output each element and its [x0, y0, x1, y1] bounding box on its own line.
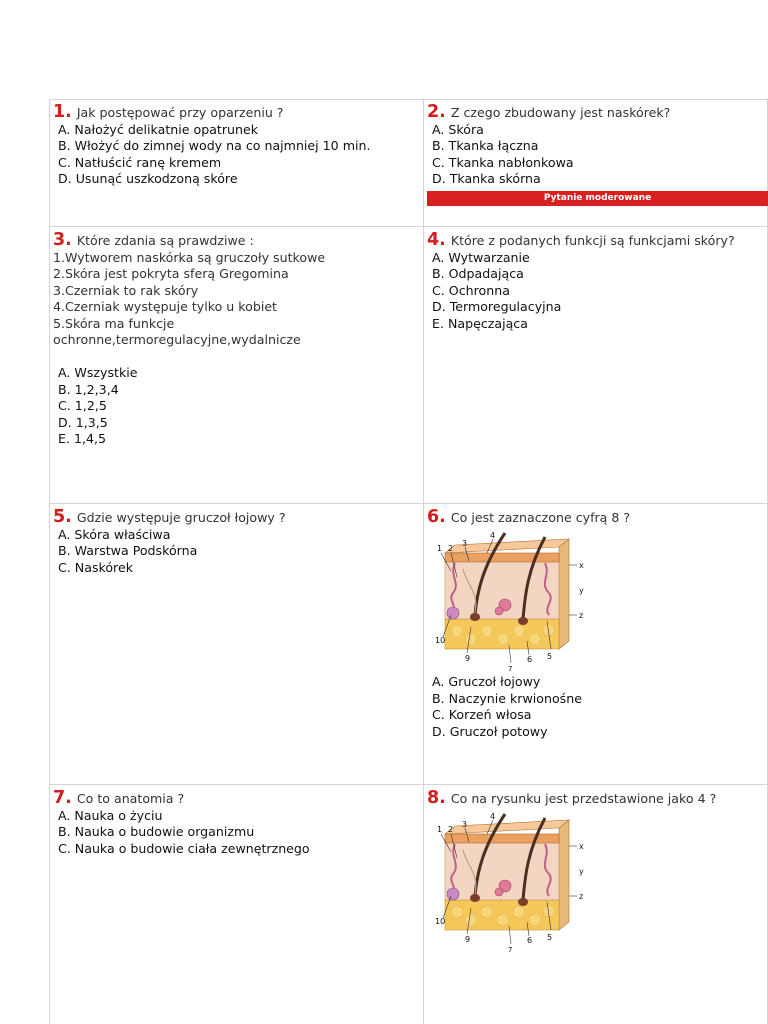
answer-option[interactable]: A. Skóra: [432, 121, 484, 137]
question-card-6: [423, 504, 767, 784]
answer-option[interactable]: C. 1,2,5: [58, 398, 107, 413]
question-number: 5.: [53, 507, 72, 527]
answer-option[interactable]: D. 1,3,5: [58, 414, 108, 430]
answer-option[interactable]: C. Ochronna: [432, 282, 510, 298]
svg-text:9: 9: [465, 934, 471, 944]
answer-option[interactable]: E. 1,4,5: [58, 431, 107, 446]
moderated-badge: Pytanie moderowane: [427, 191, 768, 206]
svg-text:4: 4: [490, 811, 496, 821]
answer-option[interactable]: B. Tkanka łączna: [432, 138, 539, 153]
skin-diagram: [427, 531, 763, 672]
answer-option[interactable]: D. Termoregulacyjna: [432, 299, 562, 314]
answer-option[interactable]: A. Gruczoł łojowy: [432, 674, 541, 689]
svg-text:x: x: [579, 841, 584, 851]
statement: 3.Czerniak to rak skóry: [53, 282, 199, 298]
svg-text:z: z: [579, 891, 584, 901]
svg-text:6: 6: [527, 654, 533, 664]
question-card-4: [423, 227, 767, 503]
question-card-3: [49, 227, 423, 503]
question-text: Które z podanych funkcji są funkcjami skóry?: [450, 233, 735, 248]
question-number: 8.: [427, 788, 446, 808]
question-number: 7.: [53, 788, 72, 808]
svg-text:4: 4: [490, 530, 496, 540]
question-number: 2.: [427, 102, 446, 122]
answer-option[interactable]: C. Nauka o budowie ciała zewnętrznego: [58, 840, 310, 856]
svg-text:x: x: [579, 560, 584, 570]
question-card-1: [49, 99, 423, 226]
svg-text:2: 2: [448, 543, 454, 553]
answer-option[interactable]: B. Naczynie krwionośne: [432, 690, 582, 706]
svg-text:10: 10: [435, 916, 446, 926]
svg-text:10: 10: [435, 635, 446, 645]
statement: 4.Czerniak występuje tylko u kobiet: [53, 299, 277, 314]
question-text: Co na rysunku jest przedstawione jako 4 ?: [450, 791, 717, 806]
question-number: 3.: [53, 230, 72, 250]
svg-text:3: 3: [462, 819, 468, 829]
question-number: 4.: [427, 230, 446, 250]
question-card-7: [49, 785, 423, 1024]
svg-text:7: 7: [508, 664, 513, 673]
answer-option[interactable]: B. 1,2,3,4: [58, 381, 119, 397]
statement: 5.Skóra ma funkcje: [53, 315, 175, 331]
question-text: Które zdania są prawdziwe :: [76, 233, 254, 248]
svg-text:2: 2: [448, 824, 454, 834]
answer-option[interactable]: A. Skóra właściwa: [58, 526, 171, 542]
question-card-5: [49, 504, 423, 784]
svg-text:7: 7: [508, 945, 513, 954]
svg-text:9: 9: [465, 653, 471, 663]
question-text: Co jest zaznaczone cyfrą 8 ?: [450, 510, 631, 525]
svg-text:y: y: [579, 585, 584, 595]
answer-option[interactable]: A. Nałożyć delikatnie opatrunek: [58, 121, 259, 137]
answer-option[interactable]: D. Gruczoł potowy: [432, 723, 548, 739]
statement: 1.Wytworem naskórka są gruczoły sutkowe: [53, 249, 326, 265]
svg-text:1: 1: [437, 824, 443, 834]
answer-option[interactable]: B. Włożyć do zimnej wody na co najmniej 10 min.: [58, 138, 371, 153]
question-card-8: [423, 785, 767, 1024]
svg-text:1: 1: [437, 543, 443, 553]
answer-option[interactable]: A. Wszystkie: [58, 365, 138, 380]
answer-option[interactable]: C. Tkanka nabłonkowa: [432, 154, 574, 170]
answer-option[interactable]: C. Korzeń włosa: [432, 707, 532, 722]
question-text: Co to anatomia ?: [76, 791, 185, 806]
question-number: 6.: [427, 507, 446, 527]
question-text: Jak postępować przy oparzeniu ?: [76, 105, 284, 120]
question-number: 1.: [53, 102, 72, 122]
question-text: Z czego zbudowany jest naskórek?: [450, 105, 671, 120]
question-text: Gdzie występuje gruczoł łojowy ?: [76, 510, 286, 525]
svg-text:z: z: [579, 610, 584, 620]
answer-option[interactable]: A. Nauka o życiu: [58, 807, 163, 823]
svg-text:5: 5: [547, 651, 553, 661]
answer-option[interactable]: C. Naskórek: [58, 559, 133, 575]
svg-text:3: 3: [462, 538, 468, 548]
svg-text:6: 6: [527, 935, 533, 945]
skin-diagram: [427, 812, 763, 953]
answer-option[interactable]: D. Usunąć uszkodzoną skóre: [58, 171, 238, 186]
statement: ochronne,termoregulacyjne,wydalnicze: [53, 332, 301, 347]
answer-option[interactable]: B. Nauka o budowie organizmu: [58, 824, 255, 839]
quiz-grid: [49, 99, 768, 1024]
svg-text:5: 5: [547, 932, 553, 942]
answer-option[interactable]: A. Wytwarzanie: [432, 249, 530, 265]
answer-option[interactable]: D. Tkanka skórna: [432, 171, 541, 186]
answer-option[interactable]: C. Natłuścić ranę kremem: [58, 154, 222, 170]
svg-text:y: y: [579, 866, 584, 876]
answer-option[interactable]: B. Warstwa Podskórna: [58, 543, 198, 558]
statement: 2.Skóra jest pokryta sferą Gregomina: [53, 266, 289, 281]
question-card-2: [423, 99, 767, 226]
answer-option[interactable]: B. Odpadająca: [432, 266, 524, 281]
answer-option[interactable]: E. Napęczająca: [432, 315, 528, 331]
